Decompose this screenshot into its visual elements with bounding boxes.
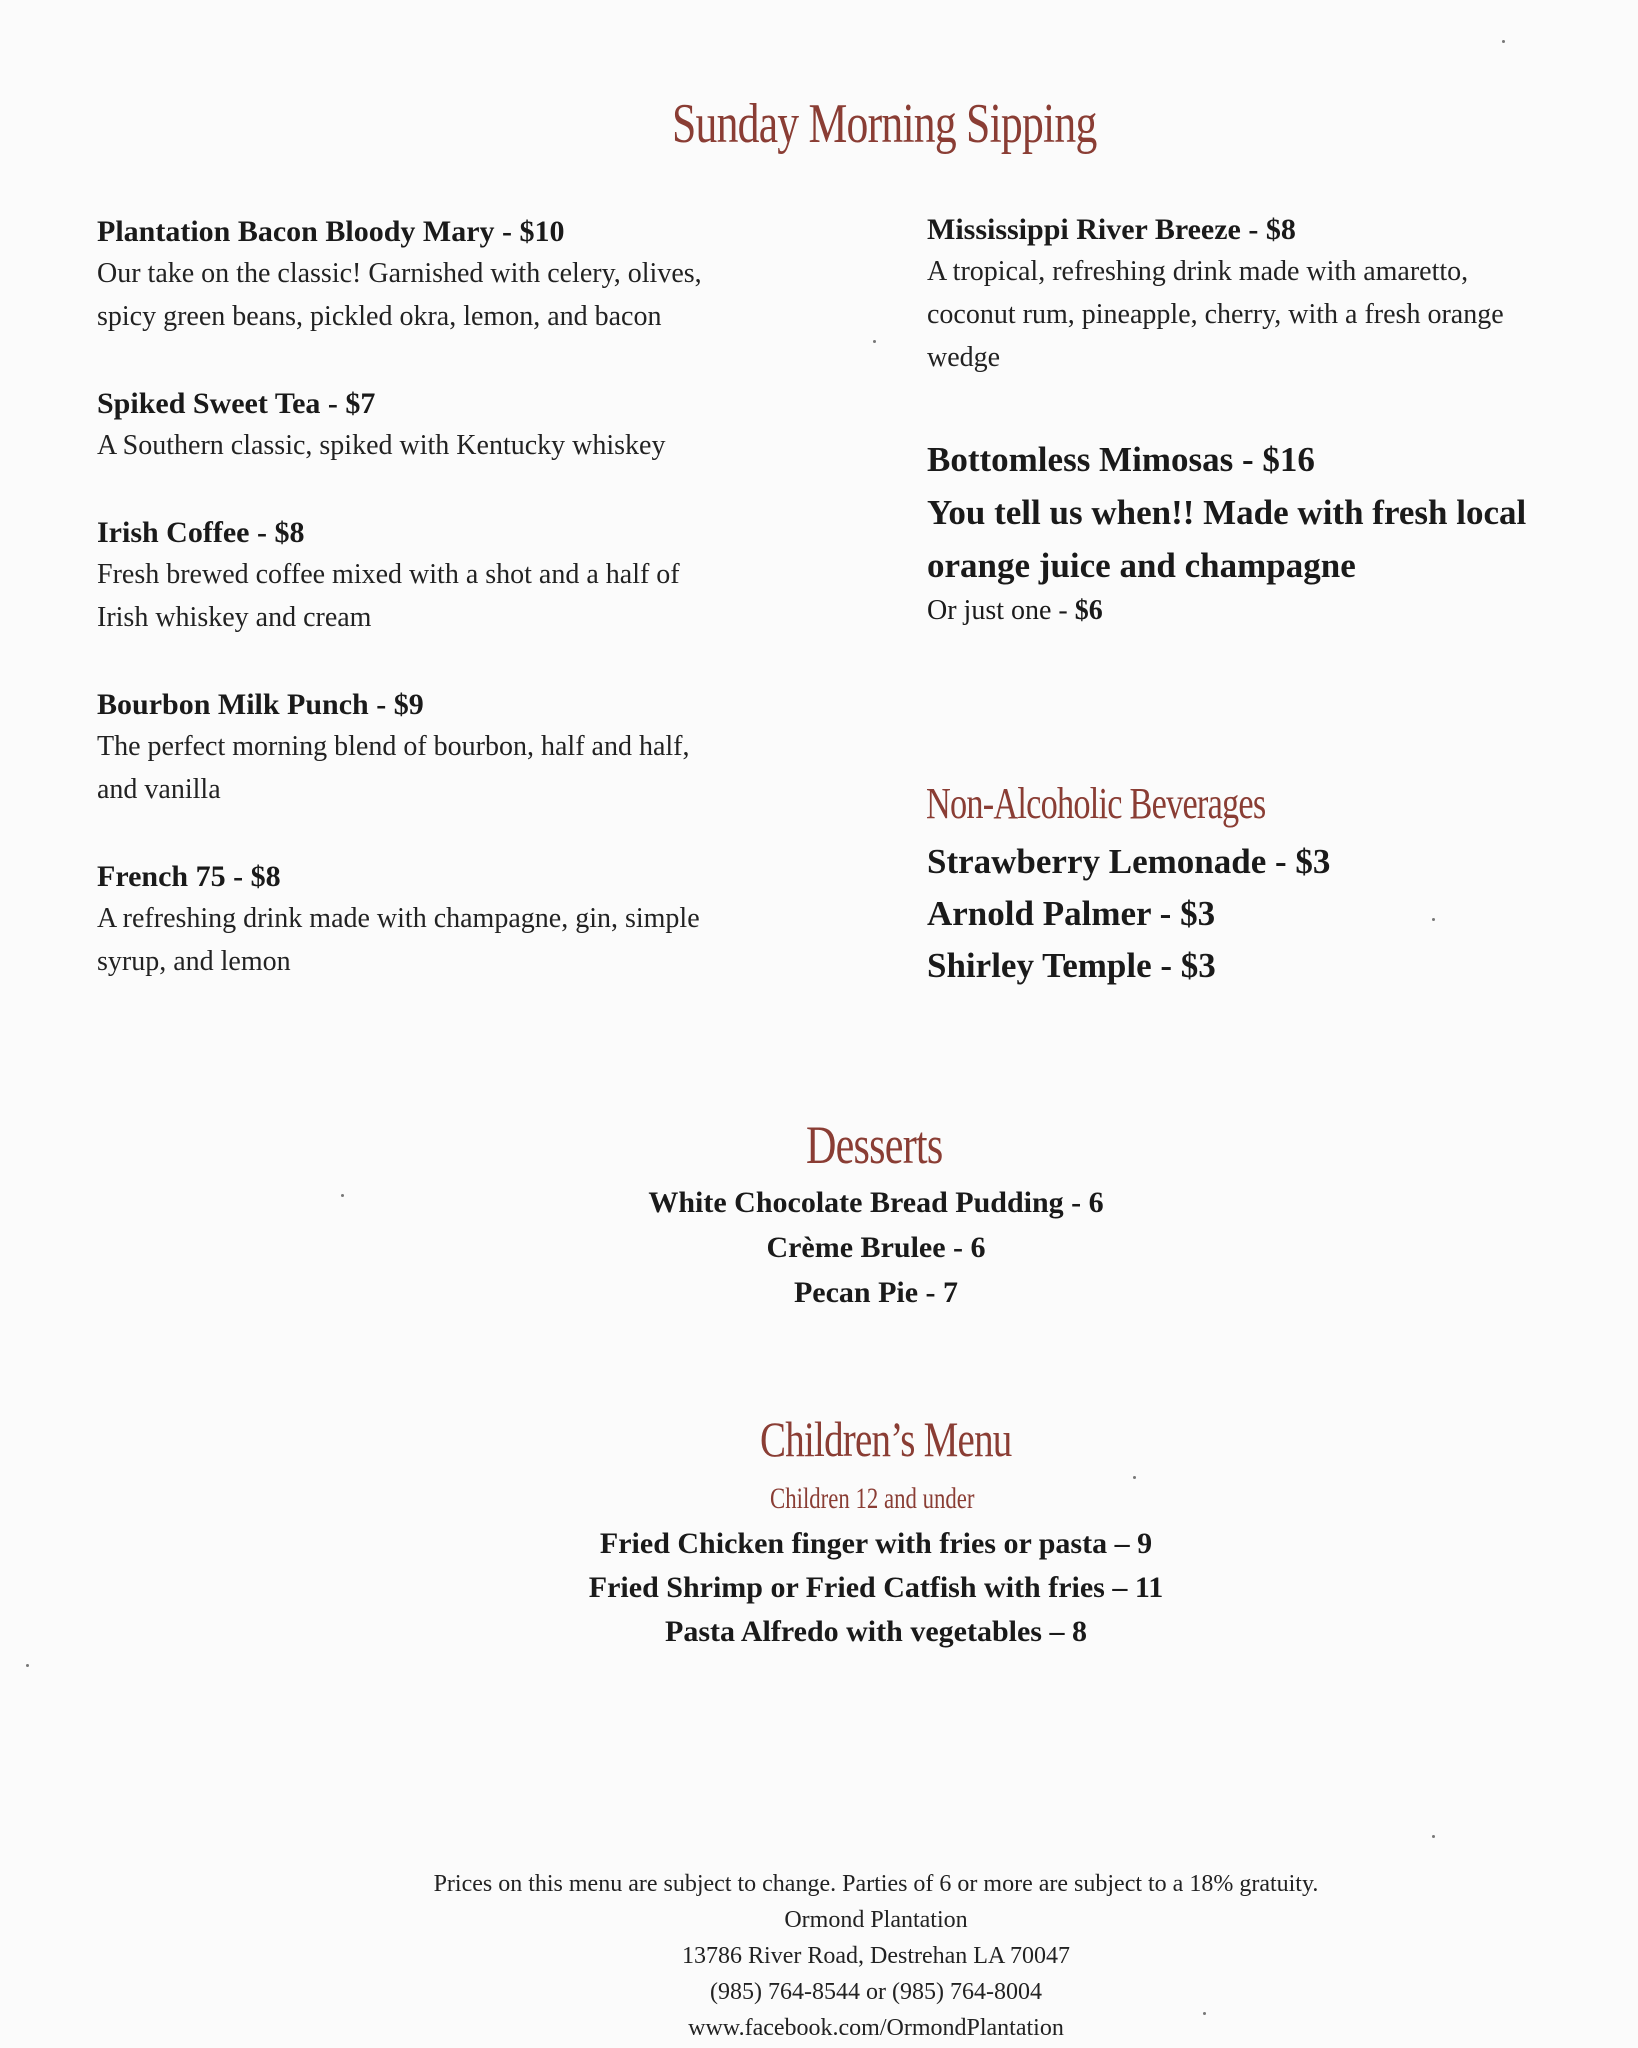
nonalcoholic-item: Shirley Temple - $3 [927, 946, 1216, 985]
scan-speck [1432, 918, 1435, 921]
dessert-item: Crème Brulee - 6 [766, 1231, 986, 1264]
scan-speck [1133, 1476, 1136, 1479]
drink-description-line: coconut rum, pineapple, cherry, with a fresh orange [927, 299, 1504, 330]
drink-name: Bourbon Milk Punch - $9 [97, 688, 424, 721]
drink-name: Irish Coffee - $8 [97, 516, 305, 549]
drink-name: Plantation Bacon Bloody Mary - $10 [97, 215, 565, 248]
drink-description-line: A Southern classic, spiked with Kentucky whiskey [97, 430, 666, 461]
scan-speck [1502, 40, 1505, 43]
mimosa-single-price: $6 [1074, 595, 1103, 626]
footer [0, 1866, 1638, 2046]
dessert-item: White Chocolate Bread Pudding - 6 [648, 1186, 1104, 1219]
scan-speck [873, 340, 876, 343]
drink-description-line: Our take on the classic! Garnished with celery, olives, [97, 258, 702, 289]
mimosa-line: orange juice and champagne [927, 546, 1356, 585]
drink-name: Mississippi River Breeze - $8 [927, 213, 1296, 246]
children-section-subtitle: Children 12 and under [770, 1482, 975, 1515]
drink-item [927, 210, 1627, 379]
venue-website: www.facebook.com/OrmondPlantation [688, 2015, 1064, 2041]
sipping-section-title: Sunday Morning Sipping [672, 93, 1097, 155]
drink-description-line: spicy green beans, pickled okra, lemon, and bacon [97, 301, 662, 332]
drink-description-line: wedge [927, 342, 1001, 373]
drink-name: Spiked Sweet Tea - $7 [97, 387, 376, 420]
mimosa-line: You tell us when!! Made with fresh local [927, 493, 1527, 532]
left-drinks-column [97, 212, 817, 983]
mimosa-item [927, 433, 1627, 630]
drink-description-line: A tropical, refreshing drink made with amaretto, [927, 256, 1469, 287]
children-section-title: Children’s Menu [760, 1411, 1012, 1467]
mimosa-single-option [927, 592, 1627, 630]
venue-address: 13786 River Road, Destrehan LA 70047 [682, 1943, 1070, 1969]
drink-description-line: and vanilla [97, 774, 221, 805]
desserts-list [0, 1180, 1638, 1315]
dessert-item: Pecan Pie - 7 [793, 1276, 959, 1309]
mimosa-single-text: Or just one - [927, 595, 1075, 626]
drink-description-line: The perfect morning blend of bourbon, half and half, [97, 731, 690, 762]
venue-name: Ormond Plantation [784, 1907, 968, 1933]
scan-speck [26, 1664, 29, 1667]
drink-name: French 75 - $8 [97, 860, 281, 893]
children-menu-list [0, 1522, 1638, 1654]
scan-speck [1432, 1835, 1435, 1838]
drink-description-line: A refreshing drink made with champagne, gin, simple [97, 903, 700, 934]
venue-phone: (985) 764-8544 or (985) 764-8004 [710, 1979, 1042, 2005]
children-menu-item: Fried Shrimp or Fried Catfish with fries – 11 [588, 1571, 1164, 1604]
desserts-section-title: Desserts [806, 1115, 943, 1175]
scan-speck [341, 1194, 344, 1197]
children-menu-item: Fried Chicken finger with fries or pasta – 9 [599, 1527, 1153, 1560]
children-menu-item: Pasta Alfredo with vegetables – 8 [665, 1615, 1087, 1648]
scan-speck [1203, 2012, 1206, 2015]
drink-item [97, 685, 817, 811]
drink-item [97, 384, 817, 467]
right-drinks-column [927, 210, 1627, 630]
nonalcoholic-item: Strawberry Lemonade - $3 [927, 842, 1331, 881]
drink-item [97, 513, 817, 639]
drink-description-line: syrup, and lemon [97, 946, 291, 977]
mimosa-line: Bottomless Mimosas - $16 [927, 440, 1315, 479]
pricing-notice: Prices on this menu are subject to change. Parties of 6 or more are subject to a 18% gratuity. [433, 1871, 1319, 1897]
nonalcoholic-item: Arnold Palmer - $3 [927, 894, 1216, 933]
nonalcoholic-list [927, 836, 1330, 992]
drink-description-line: Fresh brewed coffee mixed with a shot and a half of [97, 559, 680, 590]
drink-item [97, 212, 817, 338]
drink-item [97, 857, 817, 983]
drink-description-line: Irish whiskey and cream [97, 602, 372, 633]
nonalcoholic-section-title: Non-Alcoholic Beverages [926, 779, 1266, 828]
